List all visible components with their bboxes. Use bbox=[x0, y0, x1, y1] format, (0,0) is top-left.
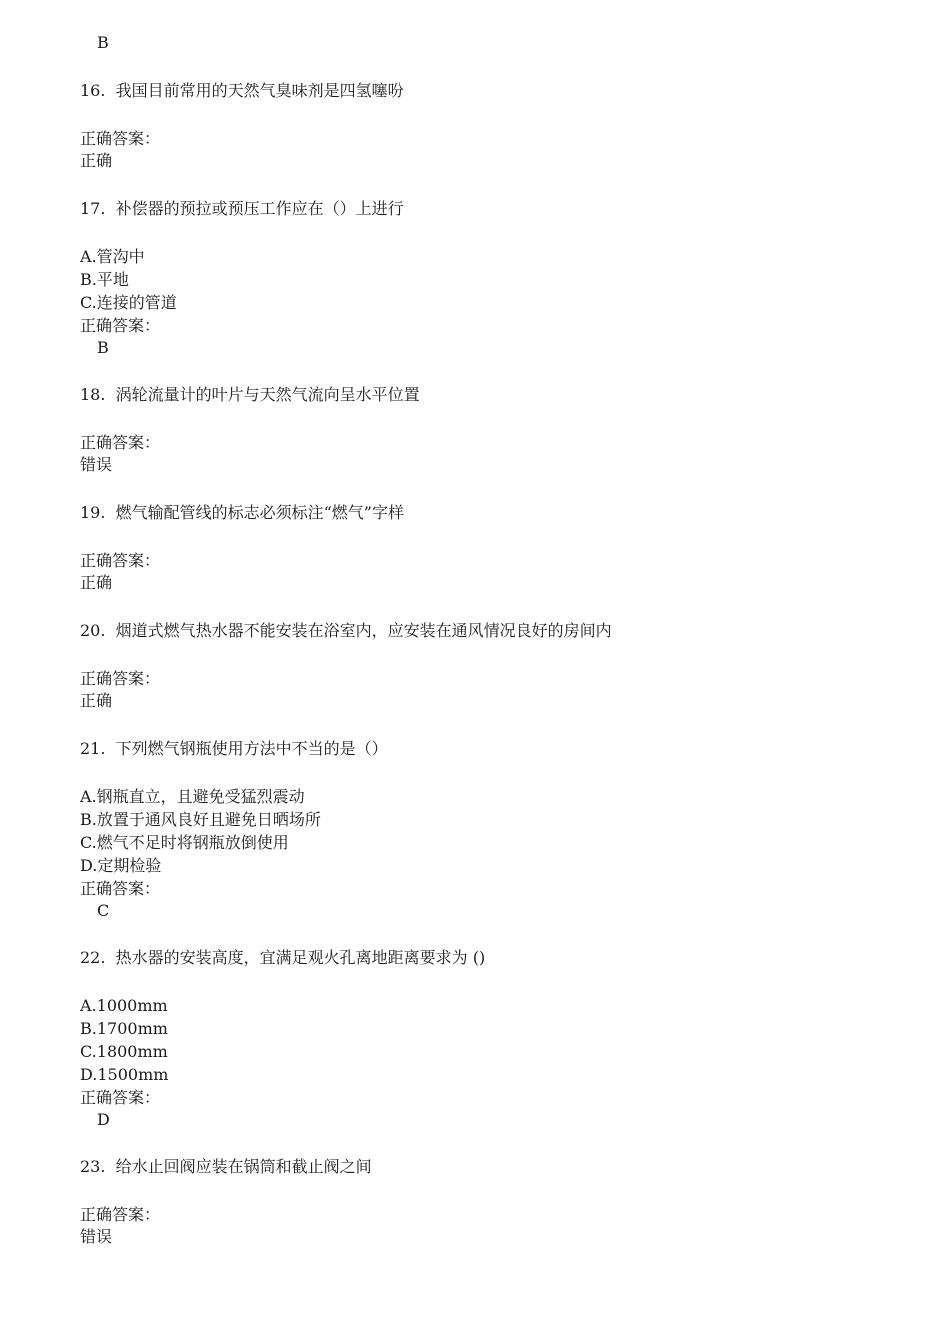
q20-number: 20. bbox=[80, 621, 106, 640]
q23-text: 给水止回阀应装在锅筒和截止阀之间 bbox=[115, 1157, 372, 1176]
q20-question bbox=[80, 620, 612, 642]
q21-answer-label: 正确答案： bbox=[80, 879, 161, 898]
q22-option-d: D.1500mm bbox=[80, 1065, 169, 1084]
q18-number: 18. bbox=[80, 385, 106, 404]
q17-question bbox=[80, 198, 404, 220]
q16-question bbox=[80, 80, 404, 102]
q22-question bbox=[80, 947, 485, 969]
q15-answer: B bbox=[97, 33, 109, 52]
q23-number: 23. bbox=[80, 1157, 106, 1176]
q23-answer: 错误 bbox=[80, 1227, 113, 1246]
q21-number: 21. bbox=[80, 739, 106, 758]
q21-option-d: D.定期检验 bbox=[80, 856, 162, 875]
q18-question bbox=[80, 384, 420, 406]
q21-text: 下列燃气钢瓶使用方法中不当的是（） bbox=[115, 739, 388, 758]
q18-text: 涡轮流量计的叶片与天然气流向呈水平位置 bbox=[115, 385, 420, 404]
q21-option-c: C.燃气不足时将钢瓶放倒使用 bbox=[80, 833, 289, 852]
q19-text: 燃气输配管线的标志必须标注“燃气”字样 bbox=[115, 503, 404, 522]
q18-answer: 错误 bbox=[80, 455, 113, 474]
q17-option-b: B.平地 bbox=[80, 270, 129, 289]
q16-answer-label: 正确答案： bbox=[80, 129, 161, 148]
q17-option-a: A.管沟中 bbox=[80, 247, 145, 266]
q19-answer: 正确 bbox=[80, 573, 113, 592]
q16-answer: 正确 bbox=[80, 151, 113, 170]
q17-text: 补偿器的预拉或预压工作应在（）上进行 bbox=[115, 199, 404, 218]
q18-answer-label: 正确答案： bbox=[80, 433, 161, 452]
q19-number: 19. bbox=[80, 503, 106, 522]
q21-answer: C bbox=[97, 901, 110, 920]
q22-answer: D bbox=[97, 1110, 110, 1129]
q21-question bbox=[80, 738, 388, 760]
q20-answer-label: 正确答案： bbox=[80, 669, 161, 688]
q22-answer-label: 正确答案： bbox=[80, 1088, 161, 1107]
q22-option-c: C.1800mm bbox=[80, 1042, 168, 1061]
q21-option-a: A.钢瓶直立，且避免受猛烈震动 bbox=[80, 787, 305, 806]
q23-question bbox=[80, 1156, 372, 1178]
q22-number: 22. bbox=[80, 948, 106, 967]
q21-option-b: B.放置于通风良好且避免日晒场所 bbox=[80, 810, 321, 829]
q22-text: 热水器的安装高度，宜满足观火孔离地距离要求为 () bbox=[115, 948, 486, 967]
q16-number: 16. bbox=[80, 81, 106, 100]
q17-answer: B bbox=[97, 338, 109, 357]
q20-answer: 正确 bbox=[80, 691, 113, 710]
q17-number: 17. bbox=[80, 199, 106, 218]
q19-question bbox=[80, 502, 404, 524]
q17-answer-label: 正确答案： bbox=[80, 316, 161, 335]
q23-answer-label: 正确答案： bbox=[80, 1205, 161, 1224]
q20-text: 烟道式燃气热水器不能安装在浴室内，应安装在通风情况良好的房间内 bbox=[115, 621, 612, 640]
q17-option-c: C.连接的管道 bbox=[80, 293, 177, 312]
q22-option-a: A.1000mm bbox=[80, 996, 168, 1015]
q16-text: 我国目前常用的天然气臭味剂是四氢噻吩 bbox=[115, 81, 404, 100]
q19-answer-label: 正确答案： bbox=[80, 551, 161, 570]
q22-option-b: B.1700mm bbox=[80, 1019, 168, 1038]
